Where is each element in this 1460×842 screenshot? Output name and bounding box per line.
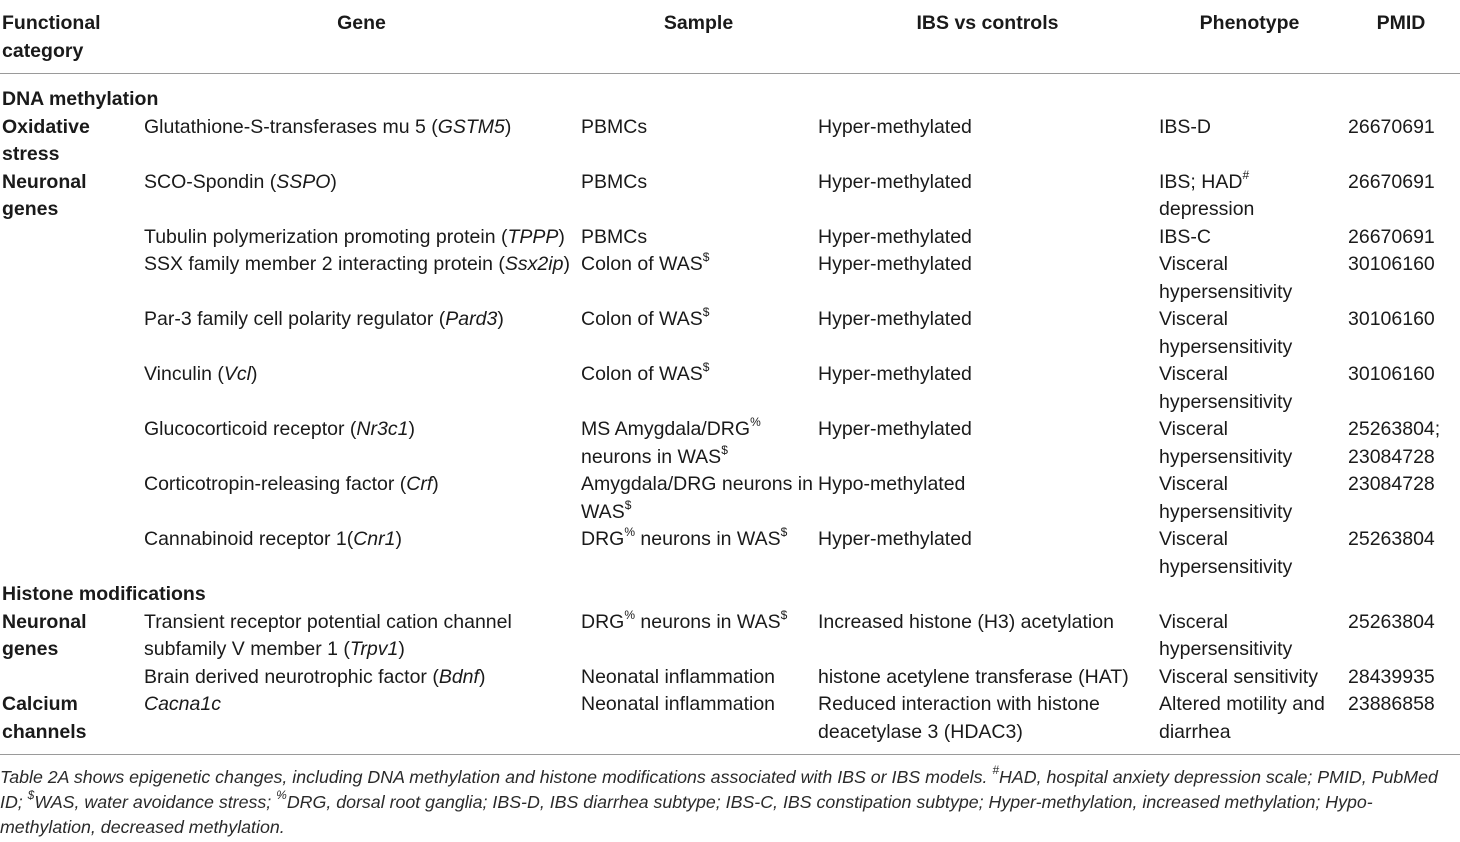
- gene-name-end: ): [408, 418, 415, 440]
- phenotype-text: Visceral hypersensitivity: [1159, 308, 1293, 358]
- header-ibs-vs-controls: IBS vs controls: [916, 12, 1059, 34]
- table-row: [0, 609, 1460, 664]
- pmid-text: 25263804: [1348, 528, 1435, 550]
- sample-cell: [579, 691, 816, 755]
- header-row: [0, 10, 1460, 74]
- caption-sup: #: [992, 763, 1000, 777]
- ibs-vs-controls-cell: [816, 224, 1157, 252]
- footnote-mark: $: [721, 442, 728, 457]
- gene-symbol: Cnr1: [353, 528, 396, 550]
- gene-cell: [142, 691, 579, 755]
- sample-cell: [579, 609, 816, 664]
- table-caption: [0, 765, 1458, 840]
- gene-cell: [142, 114, 579, 169]
- ibs-vs-controls-cell: [816, 664, 1157, 692]
- ibs-vs-controls-cell: [816, 306, 1157, 361]
- gene-name-end: ): [395, 528, 402, 550]
- phenotype-cell: [1157, 306, 1340, 361]
- sample-cell: [579, 169, 816, 224]
- pmid-text: 23084728: [1348, 473, 1435, 495]
- header-phenotype: Phenotype: [1199, 12, 1300, 34]
- phenotype-text: Visceral hypersensitivity: [1159, 418, 1293, 468]
- header-pmid: PMID: [1376, 12, 1426, 34]
- sample-cell: [579, 114, 816, 169]
- change-text: Reduced interaction with histone deacetylase 3 (HDAC3): [818, 693, 1100, 743]
- footnote-mark: #: [1242, 167, 1250, 182]
- phenotype-text: Visceral hypersensitivity: [1159, 473, 1293, 523]
- gene-name: Brain derived neurotrophic factor (: [144, 665, 439, 688]
- gene-name-end: ): [330, 170, 337, 193]
- pmid-text: 26670691: [1348, 115, 1435, 138]
- gene-symbol: Nr3c1: [356, 418, 409, 440]
- change-text: Hyper-methylated: [818, 225, 972, 248]
- category-cell: [0, 609, 142, 664]
- ibs-vs-controls-cell: [816, 114, 1157, 169]
- gene-cell: [142, 526, 579, 581]
- gene-name-end: ): [478, 665, 486, 688]
- gene-cell: [142, 224, 579, 252]
- category-cell: [0, 114, 142, 169]
- change-text: histone acetylene transferase (HAT): [818, 665, 1129, 688]
- sample-cell: [579, 471, 816, 526]
- gene-symbol: GSTM5: [437, 115, 505, 138]
- sample-text-cont: neurons in WAS: [635, 528, 781, 550]
- phenotype-cell: [1157, 361, 1340, 416]
- sample-text: DRG: [581, 528, 625, 550]
- table-row: [0, 361, 1460, 416]
- sample-text: Colon of WAS: [581, 253, 703, 275]
- gene-name-end: ): [504, 115, 512, 138]
- category-cell: [0, 691, 142, 755]
- category-text: Calcium channels: [2, 693, 87, 743]
- phenotype-text: Visceral hypersensitivity: [1159, 610, 1293, 660]
- caption-part: Table 2A shows epigenetic changes, including DNA methylation and histone modifications associated with IBS or IBS models.: [0, 767, 993, 787]
- gene-name: SSX family member 2 interacting protein (: [144, 253, 505, 275]
- pmid-text: 23886858: [1348, 693, 1435, 715]
- caption-part: DRG, dorsal root ganglia; IBS-D, IBS diarrhea subtype; IBS-C, IBS constipation subtype; Hyper-methylation, increased methylation; Hypo-methylation, decreased methylation.: [0, 792, 1373, 837]
- phenotype-cell: [1157, 691, 1340, 755]
- category-cell: [0, 416, 142, 471]
- gene-name-end: ): [432, 473, 439, 495]
- table-row: [0, 114, 1460, 169]
- phenotype-text: IBS-D: [1159, 115, 1212, 138]
- change-text: Hyper-methylated: [818, 418, 972, 440]
- gene-name: Par-3 family cell polarity regulator (: [144, 308, 446, 330]
- phenotype-text: IBS; HAD: [1159, 170, 1243, 193]
- gene-name: Glutathione-S-transferases mu 5 (: [144, 115, 438, 138]
- footnote-mark: $: [702, 305, 710, 319]
- sample-text: PBMCs: [581, 115, 648, 138]
- gene-name-end: ): [497, 308, 504, 330]
- ibs-vs-controls-cell: [816, 169, 1157, 224]
- gene-symbol: Bdnf: [438, 665, 479, 688]
- pmid-text: 25263804: [1348, 610, 1435, 633]
- gene-name: SCO-Spondin (: [144, 170, 277, 193]
- gene-name-end: ): [563, 253, 570, 275]
- change-text: Hyper-methylated: [818, 115, 972, 138]
- pmid-cell: [1340, 471, 1460, 526]
- category-cell: [0, 471, 142, 526]
- gene-name: Tubulin polymerization promoting protein (: [144, 225, 508, 248]
- table-row: [0, 664, 1460, 692]
- phenotype-cell: [1157, 114, 1340, 169]
- gene-symbol: Trpv1: [349, 638, 399, 660]
- epigenetics-table: [0, 10, 1460, 755]
- category-cell: [0, 361, 142, 416]
- gene-cell: [142, 416, 579, 471]
- sample-text: Neonatal inflammation: [581, 665, 776, 688]
- gene-cell: [142, 609, 579, 664]
- pmid-cell: [1340, 169, 1460, 224]
- phenotype-cell: [1157, 526, 1340, 581]
- gene-name: Vinculin (: [144, 363, 224, 385]
- phenotype-cell: [1157, 664, 1340, 692]
- header-gene: Gene: [337, 12, 386, 34]
- pmid-cell: [1340, 664, 1460, 692]
- gene-cell: [142, 664, 579, 692]
- phenotype-text: Visceral hypersensitivity: [1159, 363, 1293, 413]
- pmid-text: 26670691: [1348, 225, 1435, 248]
- table-row: [0, 416, 1460, 471]
- pmid-cell: [1340, 609, 1460, 664]
- table-row: [0, 224, 1460, 252]
- sample-text: MS Amygdala/DRG: [581, 418, 751, 440]
- phenotype-cell: [1157, 169, 1340, 224]
- ibs-vs-controls-cell: [816, 251, 1157, 306]
- footnote-mark: %: [750, 415, 761, 429]
- sample-cell: [579, 306, 816, 361]
- table-row: [0, 251, 1460, 306]
- category-cell: [0, 306, 142, 361]
- category-cell: [0, 224, 142, 252]
- pmid-text: 30106160: [1348, 253, 1435, 275]
- ibs-vs-controls-cell: [816, 691, 1157, 755]
- gene-cell: [142, 306, 579, 361]
- phenotype-text: Visceral sensitivity: [1159, 665, 1318, 688]
- ibs-vs-controls-cell: [816, 416, 1157, 471]
- category-text: Neuronal genes: [2, 610, 87, 660]
- change-text: Hyper-methylated: [818, 363, 972, 385]
- table-row: [0, 691, 1460, 755]
- caption-sup: %: [276, 788, 287, 802]
- pmid-cell: [1340, 114, 1460, 169]
- gene-symbol: Cacna1c: [144, 693, 221, 715]
- ibs-vs-controls-cell: [816, 361, 1157, 416]
- sample-cell: [579, 224, 816, 252]
- pmid-text: 28439935: [1348, 665, 1435, 688]
- sample-cell: [579, 251, 816, 306]
- pmid-text: 26670691: [1348, 170, 1435, 193]
- gene-name-end: ): [250, 363, 258, 385]
- category-text: Oxidative stress: [2, 115, 90, 165]
- footnote-mark: $: [702, 360, 710, 374]
- change-text: Hyper-methylated: [818, 253, 972, 275]
- pmid-text: 30106160: [1348, 363, 1435, 385]
- sample-text: PBMCs: [581, 225, 648, 248]
- change-text: Increased histone (H3) acetylation: [818, 610, 1114, 633]
- ibs-vs-controls-cell: [816, 609, 1157, 664]
- phenotype-cell: [1157, 609, 1340, 664]
- table-row: [0, 526, 1460, 581]
- gene-symbol: SSPO: [276, 170, 331, 193]
- phenotype-cell: [1157, 471, 1340, 526]
- caption-part: WAS, water avoidance stress;: [34, 792, 277, 812]
- phenotype-text: Altered motility and diarrhea: [1159, 693, 1325, 743]
- gene-symbol: TPPP: [507, 225, 559, 248]
- pmid-cell: [1340, 251, 1460, 306]
- gene-cell: [142, 361, 579, 416]
- pmid-cell: [1340, 224, 1460, 252]
- pmid-text: 30106160: [1348, 308, 1435, 330]
- category-cell: [0, 169, 142, 224]
- phenotype-text-cont: depression: [1159, 198, 1255, 220]
- gene-cell: [142, 471, 579, 526]
- sample-text-cont: neurons in WAS: [635, 610, 781, 633]
- gene-name: Transient receptor potential cation channel subfamily V member 1 (: [144, 610, 512, 660]
- footnote-mark: $: [702, 250, 710, 264]
- footnote-mark: %: [624, 525, 636, 539]
- pmid-text: 25263804; 23084728: [1348, 418, 1441, 468]
- header-category: Functional category: [2, 12, 101, 62]
- footnote-mark: $: [780, 607, 788, 622]
- gene-cell: [142, 169, 579, 224]
- footnote-mark: $: [780, 525, 788, 539]
- sample-text: DRG: [581, 610, 625, 633]
- change-text: Hyper-methylated: [818, 308, 972, 330]
- gene-cell: [142, 251, 579, 306]
- sample-text-cont: neurons in WAS: [581, 445, 722, 468]
- change-text: Hyper-methylated: [818, 528, 972, 550]
- category-cell: [0, 526, 142, 581]
- category-cell: [0, 664, 142, 692]
- ibs-vs-controls-cell: [816, 526, 1157, 581]
- phenotype-cell: [1157, 416, 1340, 471]
- pmid-cell: [1340, 691, 1460, 755]
- category-text: Neuronal genes: [2, 170, 87, 220]
- footnote-mark: $: [624, 497, 632, 512]
- change-text: Hypo-methylated: [818, 473, 966, 495]
- phenotype-cell: [1157, 251, 1340, 306]
- gene-name: Corticotropin-releasing factor (: [144, 473, 407, 495]
- category-cell: [0, 251, 142, 306]
- phenotype-cell: [1157, 224, 1340, 252]
- gene-symbol: Ssx2ip: [504, 253, 564, 275]
- table-row: [0, 169, 1460, 224]
- gene-name-end: ): [558, 225, 565, 248]
- caption-sup: $: [27, 788, 35, 802]
- gene-symbol: Vcl: [223, 363, 251, 385]
- section-row-dna-methylation: [0, 74, 1460, 114]
- sample-cell: [579, 664, 816, 692]
- gene-name-end: ): [398, 638, 405, 660]
- header-sample: Sample: [663, 12, 734, 34]
- footnote-mark: %: [624, 607, 636, 622]
- sample-text: Amygdala/DRG neurons in WAS: [581, 473, 813, 523]
- section-title: Histone modifications: [2, 583, 206, 605]
- table-row: [0, 306, 1460, 361]
- sample-cell: [579, 526, 816, 581]
- section-row-histone-modifications: [0, 581, 1460, 609]
- ibs-vs-controls-cell: [816, 471, 1157, 526]
- sample-cell: [579, 361, 816, 416]
- sample-text: Neonatal inflammation: [581, 693, 776, 715]
- gene-symbol: Crf: [406, 473, 433, 495]
- pmid-cell: [1340, 306, 1460, 361]
- gene-name: Cannabinoid receptor 1(: [144, 528, 354, 550]
- pmid-cell: [1340, 361, 1460, 416]
- phenotype-text: Visceral hypersensitivity: [1159, 253, 1293, 303]
- section-title: DNA methylation: [2, 88, 159, 110]
- gene-symbol: Pard3: [445, 308, 498, 330]
- gene-name: Glucocorticoid receptor (: [144, 418, 357, 440]
- sample-text: Colon of WAS: [581, 363, 703, 385]
- pmid-cell: [1340, 526, 1460, 581]
- table-row: [0, 471, 1460, 526]
- change-text: Hyper-methylated: [818, 170, 972, 193]
- table-body: [0, 74, 1460, 755]
- phenotype-text: IBS-C: [1159, 225, 1212, 248]
- caption-part: HAD, hospital anxiety depression scale; PMID, PubMed ID;: [0, 767, 1438, 812]
- sample-cell: [579, 416, 816, 471]
- phenotype-text: Visceral hypersensitivity: [1159, 528, 1293, 578]
- sample-text: PBMCs: [581, 170, 648, 193]
- pmid-cell: [1340, 416, 1460, 471]
- sample-text: Colon of WAS: [581, 308, 703, 330]
